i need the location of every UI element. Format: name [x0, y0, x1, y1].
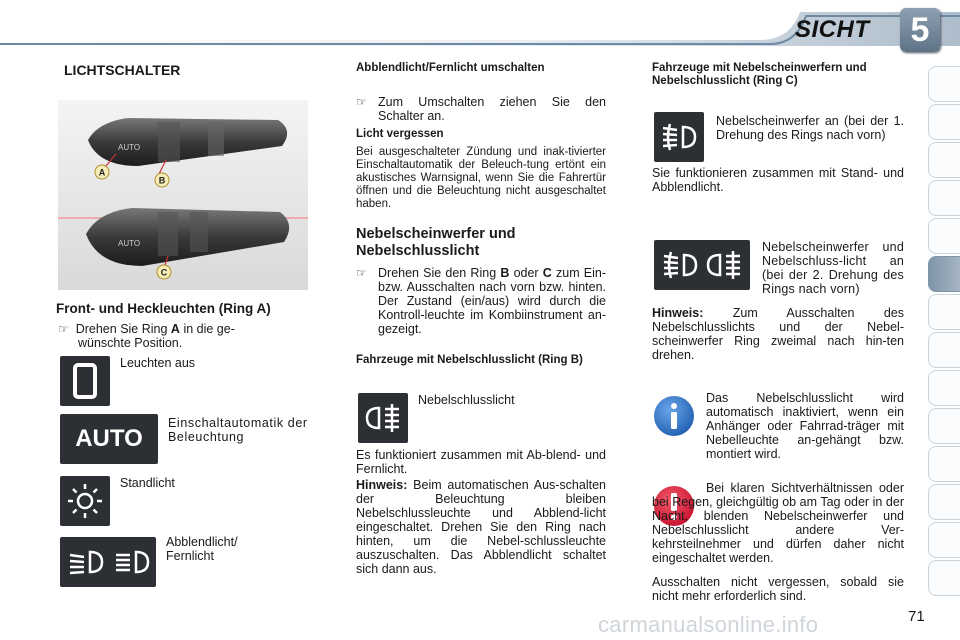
- chapter-tab-4[interactable]: [928, 180, 960, 216]
- ring-a-instruction: ☞ Drehen Sie Ring A in die ge- wünschte Position.: [58, 322, 235, 350]
- chapter-tab-2[interactable]: [928, 104, 960, 140]
- icon-label-off: Leuchten aus: [120, 356, 196, 370]
- icon-label-headlight: Abblendlicht/ Fernlicht: [166, 535, 238, 563]
- info-note: Das Nebelschlusslicht wird automatisch inaktiviert, wenn ein Anhänger oder Fahrrad-träger mit Nebelleuchte an-gehängt bzw. montiert wird.: [706, 391, 904, 461]
- rear-fog-label: Nebelschlusslicht: [418, 393, 515, 407]
- hand-pointer-icon: ☞: [356, 95, 367, 109]
- ring-b-text: Es funktioniert zusammen mit Ab-blend- und Fernlicht.: [356, 448, 606, 476]
- zero-icon: [60, 356, 110, 406]
- chapter-tab-1[interactable]: [928, 66, 960, 102]
- chapter-tab-13[interactable]: [928, 522, 960, 558]
- label-c: C: [160, 267, 168, 278]
- icon-label-auto: Einschaltautomatik der Beleuchtung: [168, 416, 308, 444]
- chapter-tab-10[interactable]: [928, 408, 960, 444]
- rear-fog-icon: [358, 393, 408, 443]
- front-rear-fog-icon: [654, 240, 750, 290]
- sidelight-icon: [60, 476, 110, 526]
- page-title: SICHT: [795, 16, 870, 43]
- svg-text:AUTO: AUTO: [118, 143, 141, 152]
- chapter-tab-9[interactable]: [928, 370, 960, 406]
- chapter-tab-5[interactable]: [928, 218, 960, 254]
- warning-note-2: Ausschalten nicht vergessen, sobald sie nicht mehr erforderlich sind.: [652, 575, 904, 603]
- ring-c-heading: Fahrzeuge mit Nebelscheinwerfern und Nebelschlusslicht (Ring C): [652, 62, 867, 87]
- chapter-tab-11[interactable]: [928, 446, 960, 482]
- ring-b-heading: Fahrzeuge mit Nebelschlusslicht (Ring B): [356, 354, 583, 366]
- svg-text:AUTO: AUTO: [118, 239, 141, 248]
- hand-pointer-icon: ☞: [58, 322, 69, 336]
- watermark: carmanualsonline.info: [598, 612, 819, 637]
- front-fog-label: Nebelscheinwerfer an (bei der 1. Drehung des Rings nach vorn): [716, 114, 904, 142]
- both-fog-label: Nebelscheinwerfer und Nebelschluss-licht an (bei der 2. Drehung des Rings nach vorn): [762, 240, 904, 296]
- switch-instruction: ☞ Zum Umschalten ziehen Sie den Schalter an.: [356, 95, 606, 123]
- icon-label-sidelight: Standlicht: [120, 476, 175, 490]
- switch-heading: Abblendlicht/Fernlicht umschalten: [356, 62, 545, 74]
- light-switch-photo: [58, 100, 308, 290]
- label-a: A: [98, 167, 106, 178]
- front-fog-icon: [654, 112, 704, 162]
- page-number: 71: [908, 608, 925, 625]
- chapter-tab-6-active[interactable]: [928, 256, 960, 292]
- forget-text: Bei ausgeschalteter Zündung und inak-tivierter Einschaltautomatik der Beleuch-tung ertönt ein akustisches Warnsignal, wenn Sie die Fahrertür öffnen und die Beleuchtung nicht ausgeschaltet haben.: [356, 146, 606, 210]
- forget-heading: Licht vergessen: [356, 128, 444, 140]
- fog-instruction: ☞ Drehen Sie den Ring B oder C zum Ein- bzw. Ausschalten nach vorn bzw. hinten. Der Zustand (ein/aus) wird durch die Kontroll-leuchte im Kombiinstrument an-gezeigt.: [356, 266, 607, 336]
- info-icon: [652, 394, 696, 438]
- hand-pointer-icon: ☞: [356, 266, 367, 280]
- auto-icon: AUTO: [60, 414, 158, 464]
- chapter-tab-12[interactable]: [928, 484, 960, 520]
- front-fog-text: Sie funktionieren zusammen mit Stand- und Abblendlicht.: [652, 166, 904, 194]
- fog-heading: Nebelscheinwerfer und Nebelschlusslicht: [356, 226, 516, 259]
- label-b: B: [158, 175, 166, 186]
- ring-a-heading: Front- und Heckleuchten (Ring A): [56, 301, 271, 316]
- ring-b-hint: Hinweis: Beim automatischen Aus-schalten der Beleuchtung bleiben Nebelschlussleuchte und Abblend-licht eingeschaltet. Drehen Sie den Ring nach hinten, um die Nebel-schlussleuchte auszuschalten. Das Abblendlicht schaltet sich dann aus.: [356, 478, 606, 576]
- ring-c-hint: Hinweis: Zum Ausschalten des Nebelschlusslichts und der Nebel-scheinwerfer Ring zweimal nach hin-ten drehen.: [652, 306, 904, 362]
- warning-note: Bei klaren Sichtverhältnissen oder bei Regen, gleichgültig ob am Tag oder in der Nacht, blenden Nebelscheinwerfer und Nebelschlusslicht andere Ver-kehrsteilnehmer und dürfen daher nicht eingeschaltet werden.: [652, 481, 904, 565]
- chapter-badge: 5: [900, 8, 940, 52]
- chapter-tab-3[interactable]: [928, 142, 960, 178]
- section-title: LICHTSCHALTER: [64, 62, 181, 78]
- chapter-tab-7[interactable]: [928, 294, 960, 330]
- chapter-tab-14[interactable]: [928, 560, 960, 596]
- headlight-icon: [60, 537, 156, 587]
- chapter-tab-8[interactable]: [928, 332, 960, 368]
